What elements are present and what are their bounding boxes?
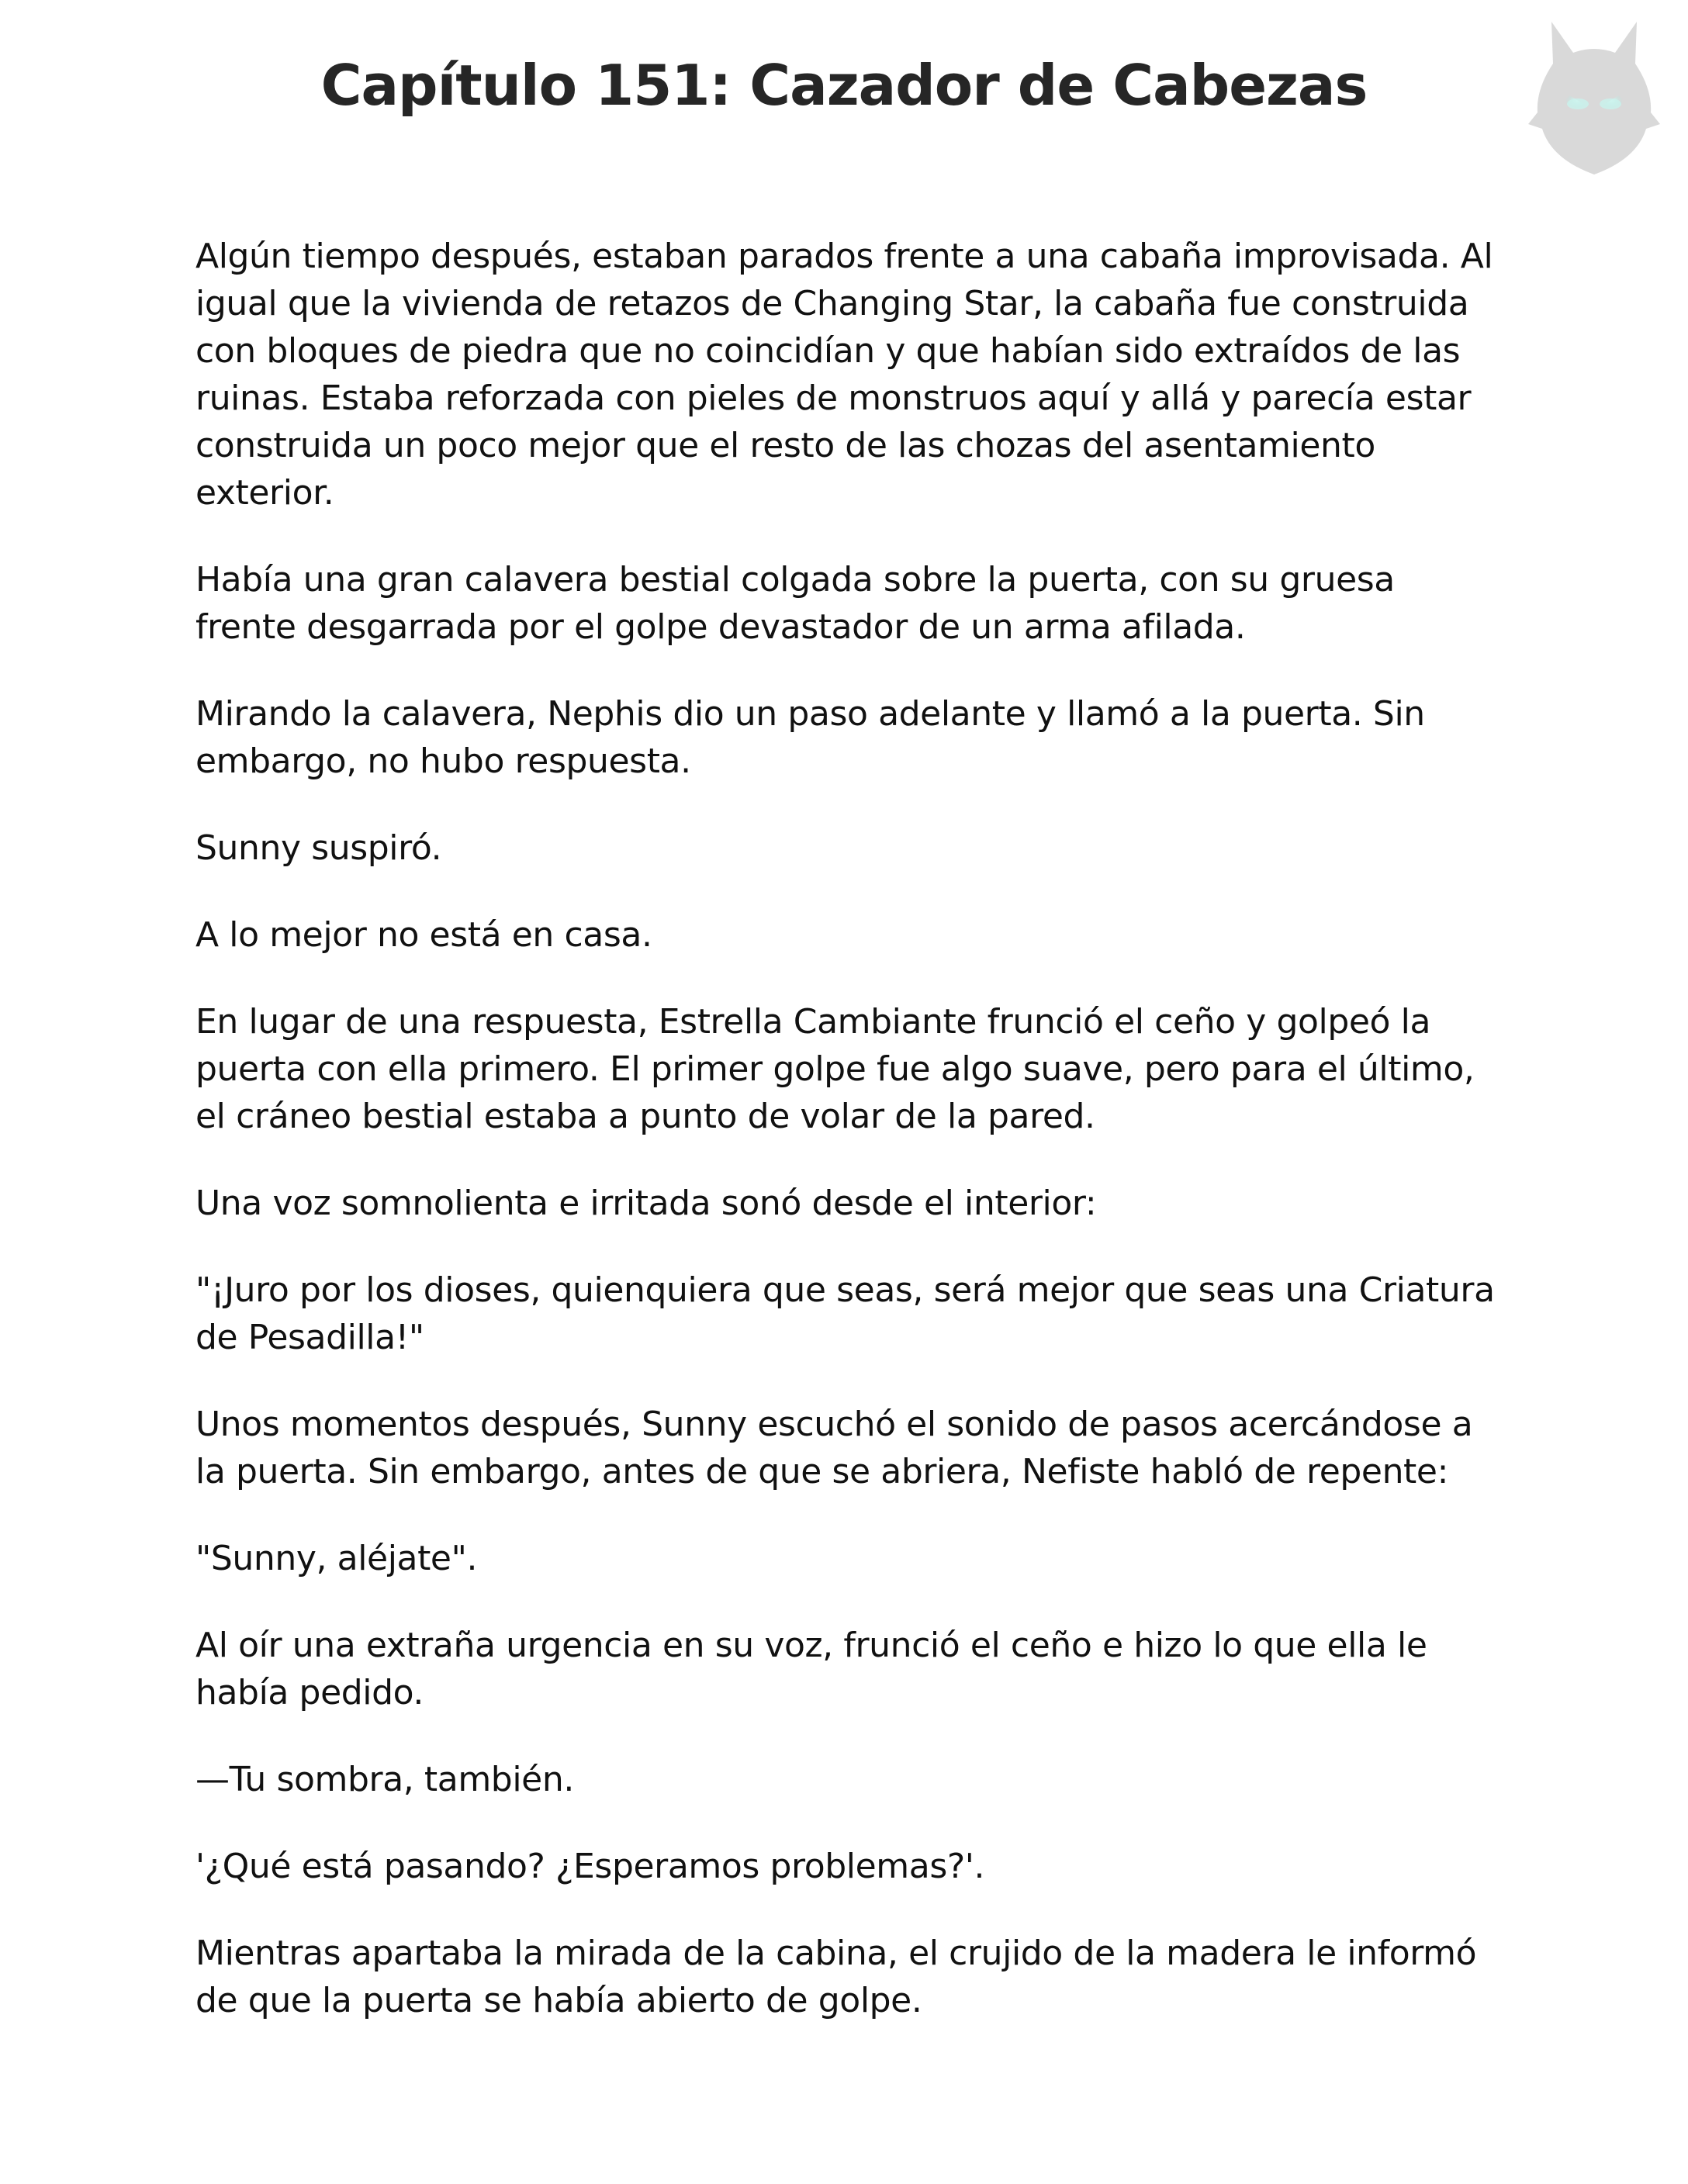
chapter-body xyxy=(195,233,1499,2064)
paragraph: A lo mejor no está en casa. xyxy=(195,915,652,955)
paragraph: Había una gran calavera bestial colgada sobre la puerta, con su gruesa frente desgarrada por el golpe devastador de un arma afilada. xyxy=(195,560,1395,647)
demon-head-logo-icon xyxy=(1520,16,1668,178)
page-title: Capítulo 151: Cazador de Cabezas xyxy=(320,53,1368,118)
paragraph: Sunny suspiró. xyxy=(195,828,442,868)
paragraph: Algún tiempo después, estaban parados frente a una cabaña improvisada. Al igual que la vivienda de retazos de Changing Star, la cabaña fue construida con bloques de piedra que no coincidían y que habían sido extraídos de las ruinas. Estaba reforzada con pieles de monstruos aquí y allá y parecía estar construida un poco mejor que el resto de las chozas del asentamiento exterior. xyxy=(195,237,1493,513)
paragraph: Una voz somnolienta e irritada sonó desde el interior: xyxy=(195,1184,1097,1223)
paragraph: Mientras apartaba la mirada de la cabina, el crujido de la madera le informó de que la puerta se había abierto de golpe. xyxy=(195,1933,1477,2020)
paragraph: Mirando la calavera, Nephis dio un paso adelante y llamó a la puerta. Sin embargo, no hubo respuesta. xyxy=(195,694,1425,781)
paragraph: En lugar de una respuesta, Estrella Cambiante frunció el ceño y golpeó la puerta con ella primero. El primer golpe fue algo suave, pero para el último, el cráneo bestial estaba a punto de volar de la pared. xyxy=(195,1002,1475,1136)
paragraph: Al oír una extraña urgencia en su voz, frunció el ceño e hizo lo que ella le había pedido. xyxy=(195,1626,1427,1712)
paragraph: "Sunny, aléjate". xyxy=(195,1539,478,1578)
paragraph: —Tu sombra, también. xyxy=(195,1760,574,1799)
paragraph: Unos momentos después, Sunny escuchó el sonido de pasos acercándose a la puerta. Sin embargo, antes de que se abriera, Nefiste habló de repente: xyxy=(195,1405,1473,1491)
paragraph: '¿Qué está pasando? ¿Esperamos problemas?'. xyxy=(195,1847,985,1886)
paragraph: "¡Juro por los dioses, quienquiera que seas, será mejor que seas una Criatura de Pesadilla!" xyxy=(195,1270,1495,1357)
